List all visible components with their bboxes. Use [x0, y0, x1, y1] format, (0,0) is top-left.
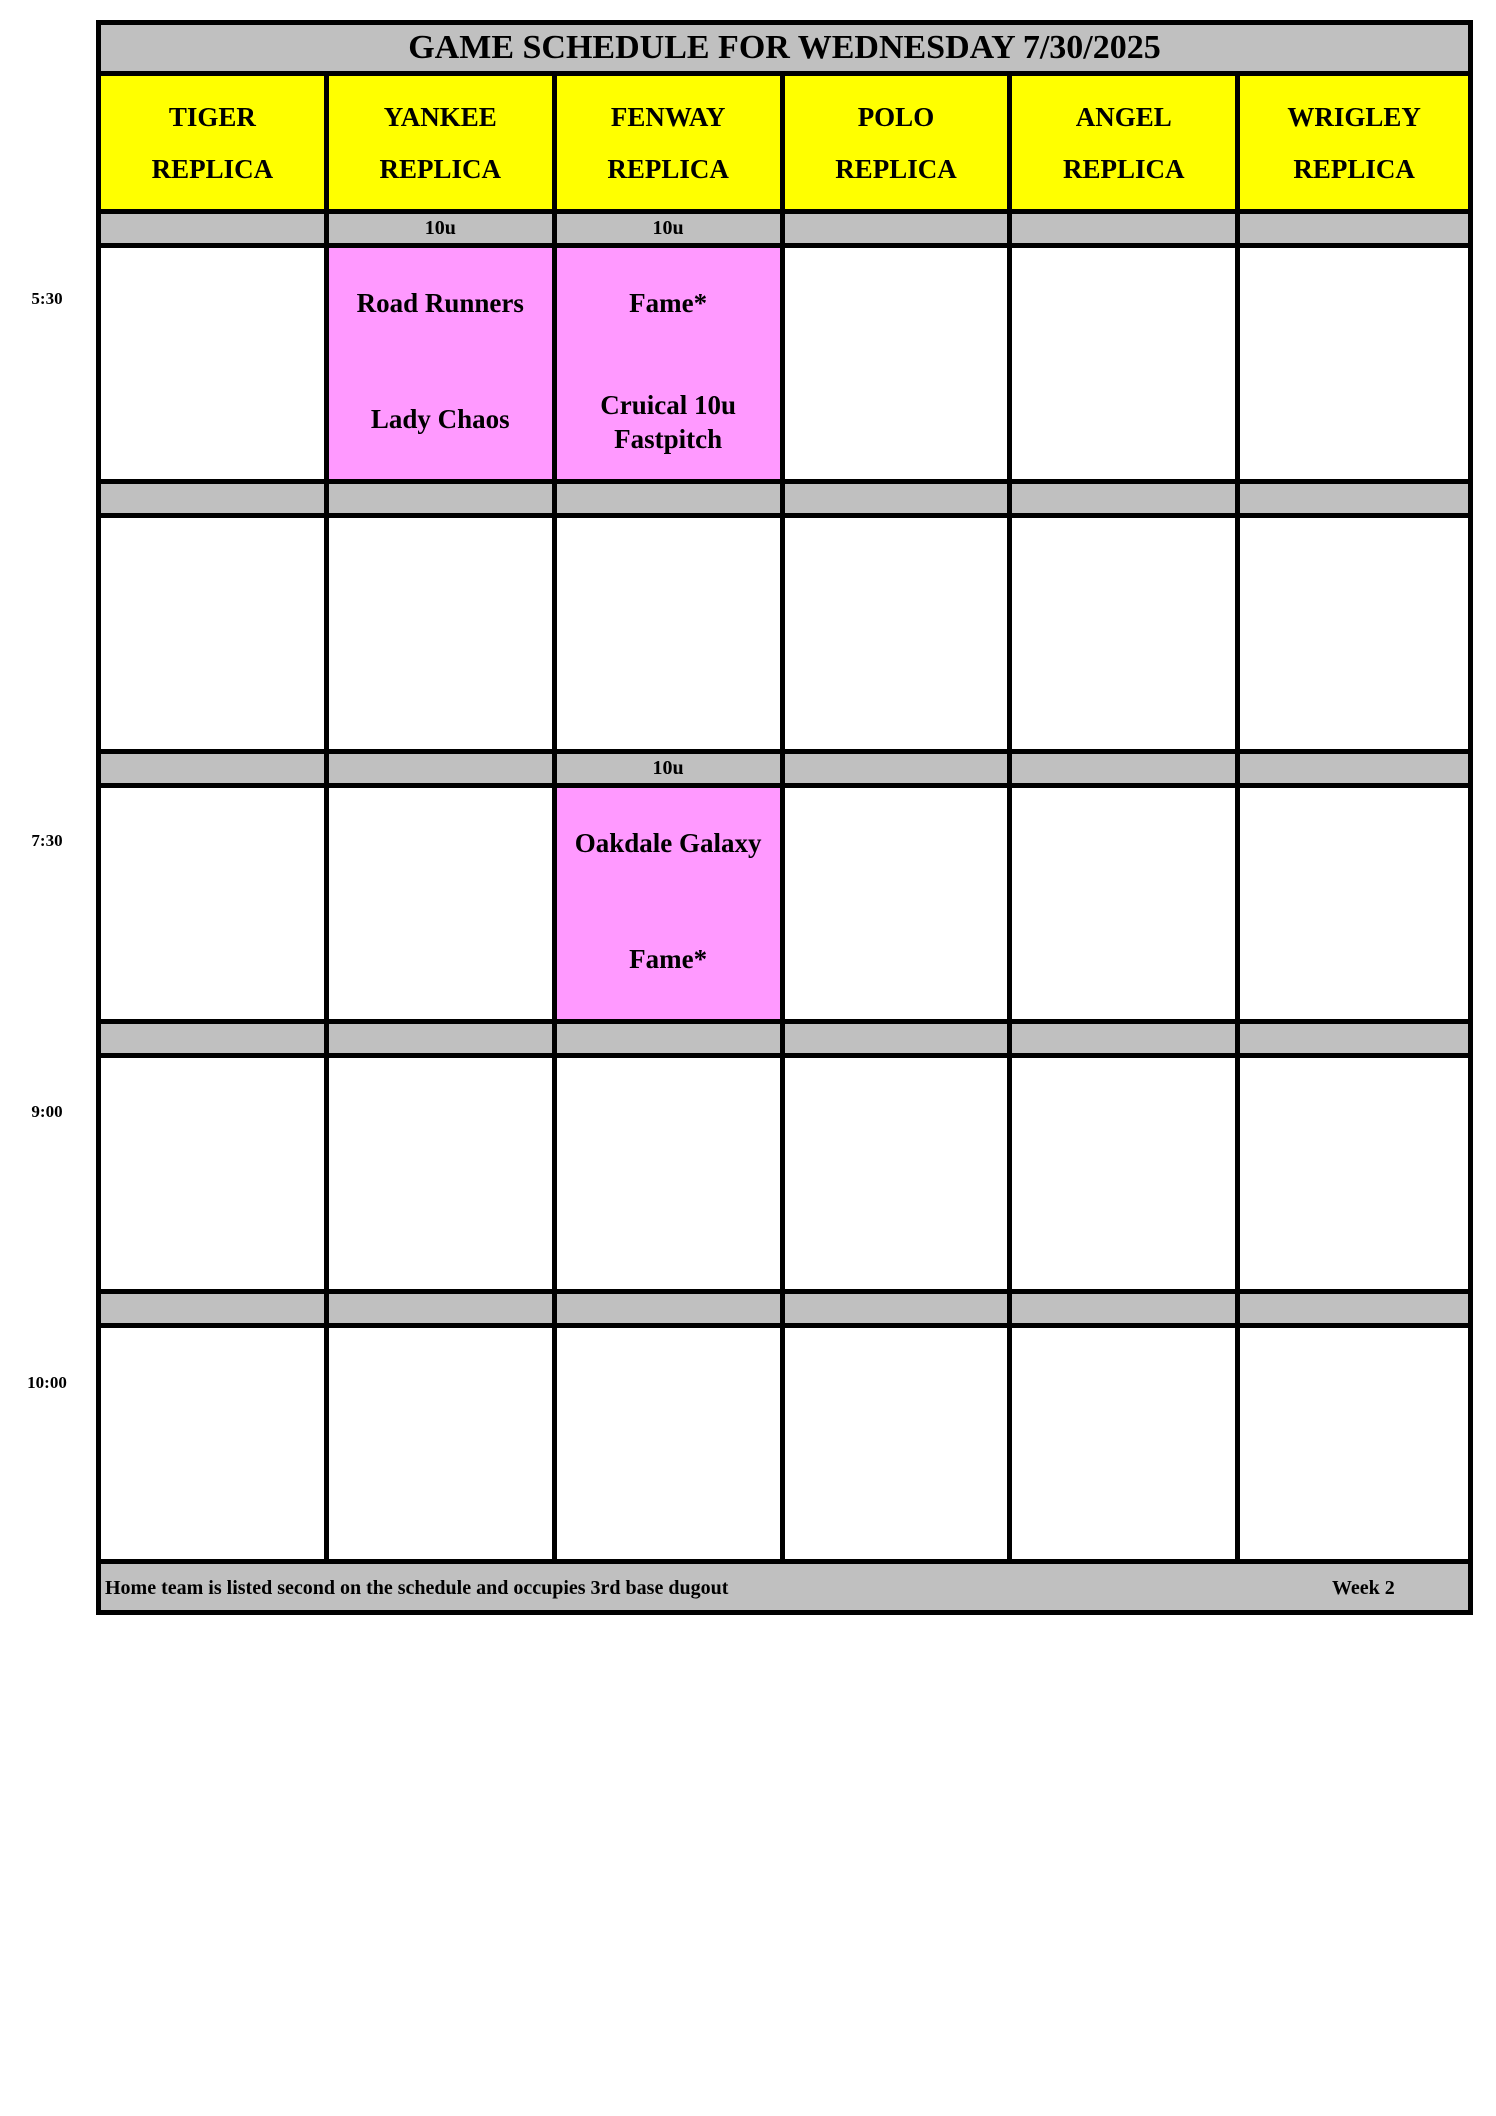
empty-slot: [329, 1058, 557, 1289]
division-row: [101, 1294, 1468, 1328]
empty-slot: [329, 518, 557, 749]
venue-sub: REPLICA: [379, 153, 502, 184]
empty-slot: [101, 518, 329, 749]
division-cell: [329, 754, 557, 783]
venue-name: FENWAY: [610, 101, 726, 132]
game-cell: [557, 788, 785, 1019]
game-slot-row: [101, 1058, 1468, 1294]
division-cell: [1012, 754, 1240, 783]
venue-fenway: [557, 76, 785, 209]
schedule-footer: [101, 1564, 1468, 1610]
venue-name: ANGEL: [1075, 101, 1172, 132]
division-cell: [1240, 754, 1468, 783]
home-team: Lady Chaos: [370, 404, 510, 434]
time-label-1000: 10:00: [27, 1373, 67, 1392]
venue-sub: REPLICA: [1063, 153, 1185, 184]
game-slot-row: [101, 248, 1468, 484]
venue-polo: [785, 76, 1013, 209]
division-cell: [101, 1294, 329, 1323]
empty-slot: [785, 1058, 1013, 1289]
venue-yankee: [329, 76, 557, 209]
division-cell: [785, 1294, 1013, 1323]
empty-slot: [1012, 518, 1240, 749]
venue-name: TIGER: [168, 101, 256, 132]
division-cell: [101, 754, 329, 783]
division-cell: 10u: [557, 214, 785, 243]
venue-sub: REPLICA: [1293, 153, 1415, 184]
division-cell: [1240, 1024, 1468, 1053]
venue-sub: REPLICA: [151, 153, 274, 184]
division-cell: [329, 1024, 557, 1053]
away-team: Oakdale Galaxy: [574, 828, 762, 858]
empty-slot: [101, 1328, 329, 1559]
venue-tiger: [101, 76, 329, 209]
venue-angel: [1012, 76, 1240, 209]
venue-wrigley: [1240, 76, 1468, 209]
game-slot-row: [101, 788, 1468, 1024]
division-cell: [785, 754, 1013, 783]
division-cell: [557, 1294, 785, 1323]
division-cell: [101, 1024, 329, 1053]
division-row: [101, 754, 1468, 788]
empty-slot: [329, 1328, 557, 1559]
empty-slot: [557, 1058, 785, 1289]
division-cell: [785, 484, 1013, 513]
empty-slot: [101, 1058, 329, 1289]
division-cell: [1012, 1024, 1240, 1053]
division-cell: [557, 484, 785, 513]
division-cell: [329, 1294, 557, 1323]
schedule-title: GAME SCHEDULE FOR WEDNESDAY 7/30/2025: [101, 25, 1468, 76]
empty-slot: [785, 1328, 1013, 1559]
venue-sub: REPLICA: [835, 153, 957, 184]
game-cell: [329, 248, 557, 479]
empty-slot: [1012, 1328, 1240, 1559]
division-cell: [785, 214, 1013, 243]
empty-slot: [101, 788, 329, 1019]
division-cell: [785, 1024, 1013, 1053]
time-label-730: 7:30: [31, 831, 63, 850]
home-team-note: Home team is listed second on the schedule and occupies 3rd base dugout: [105, 1577, 729, 1599]
division-cell: [1012, 1294, 1240, 1323]
empty-slot: [785, 518, 1013, 749]
division-cell: [101, 484, 329, 513]
empty-slot: [557, 518, 785, 749]
venue-name: POLO: [857, 101, 935, 132]
venue-sub: REPLICA: [607, 153, 729, 184]
empty-slot: [101, 248, 329, 479]
division-cell: [557, 1024, 785, 1053]
time-label-900: 9:00: [31, 1102, 63, 1121]
empty-slot: [1012, 788, 1240, 1019]
division-cell: [1240, 214, 1468, 243]
division-cell: [1012, 214, 1240, 243]
empty-slot: [1240, 788, 1468, 1019]
away-team: Fame*: [629, 288, 708, 318]
game-slot-row: [101, 1328, 1468, 1564]
empty-slot: [1240, 1328, 1468, 1559]
venue-header-row: [101, 76, 1468, 214]
division-row: [101, 484, 1468, 518]
empty-slot: [785, 788, 1013, 1019]
division-cell: 10u: [557, 754, 785, 783]
empty-slot: [1240, 248, 1468, 479]
empty-slot: [557, 1328, 785, 1559]
week-label: Week 2: [1332, 1577, 1395, 1599]
game-cell: [557, 248, 785, 479]
venue-name: WRIGLEY: [1287, 101, 1421, 132]
away-team: Road Runners: [356, 288, 524, 318]
division-cell: [1240, 484, 1468, 513]
division-row: [101, 1024, 1468, 1058]
empty-slot: [1240, 1058, 1468, 1289]
division-cell: [101, 214, 329, 243]
empty-slot: [1012, 248, 1240, 479]
game-slot-row: [101, 518, 1468, 754]
schedule-grid: [96, 20, 1473, 1615]
empty-slot: [329, 788, 557, 1019]
empty-slot: [1012, 1058, 1240, 1289]
home-team: Fame*: [629, 944, 708, 974]
division-cell: [1240, 1294, 1468, 1323]
venue-name: YANKEE: [383, 101, 497, 132]
time-label-530: 5:30: [31, 289, 63, 308]
home-team: Cruical 10u Fastpitch: [600, 390, 736, 454]
division-cell: [1012, 484, 1240, 513]
empty-slot: [785, 248, 1013, 479]
empty-slot: [1240, 518, 1468, 749]
division-row: [101, 214, 1468, 248]
division-cell: 10u: [329, 214, 557, 243]
division-cell: [329, 484, 557, 513]
